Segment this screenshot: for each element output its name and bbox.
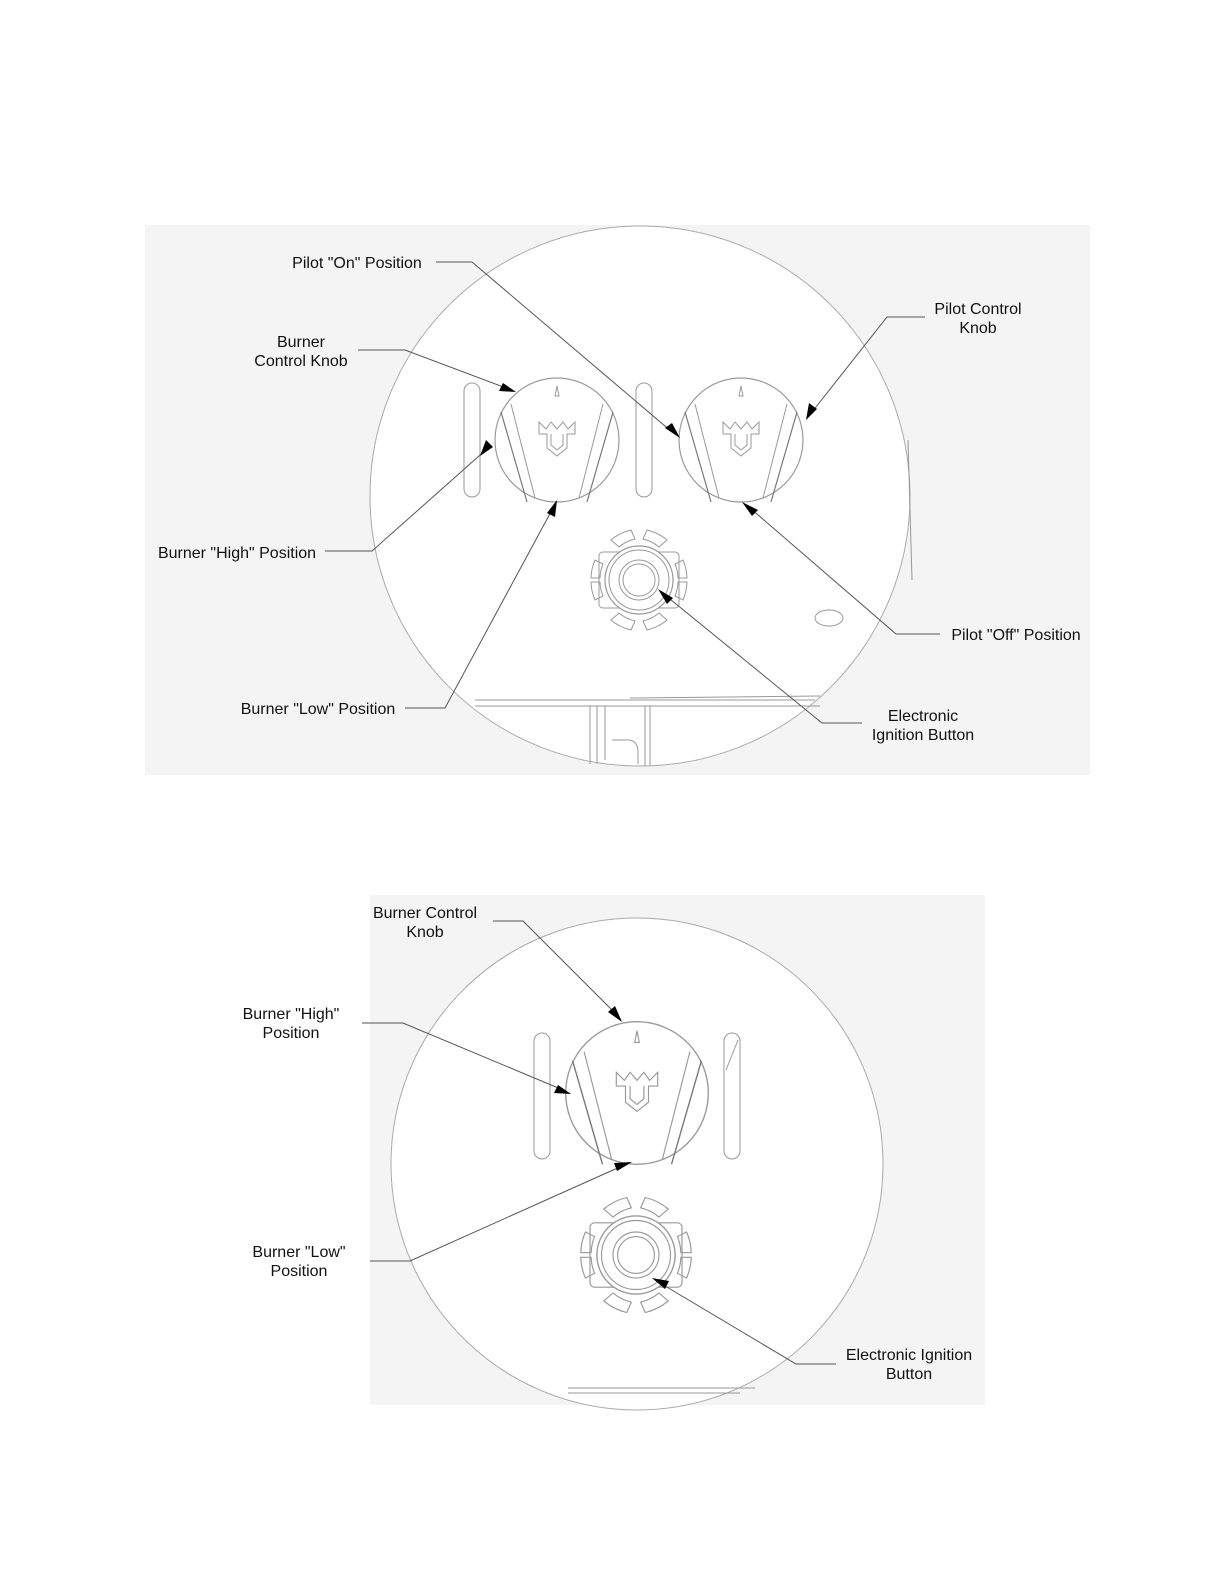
label-line: Burner "Low" xyxy=(252,1244,346,1261)
label-line: Pilot Control xyxy=(934,301,1022,318)
label-line: Knob xyxy=(406,924,444,941)
label-burner-high-position-bottom xyxy=(243,1006,340,1042)
label-burner-low-position xyxy=(241,701,396,718)
label-line: Burner "High" Position xyxy=(157,545,317,562)
label-burner-high-position xyxy=(158,545,316,562)
label-burner-low-position-bottom xyxy=(252,1244,345,1280)
burner-control-knob-bottom xyxy=(566,1022,709,1165)
label-line: Control Knob xyxy=(254,353,348,370)
pilot-control-knob-top xyxy=(679,378,803,502)
label-line: Button xyxy=(885,1366,933,1383)
label-line: Knob xyxy=(959,320,997,337)
label-line: Position xyxy=(262,1025,320,1042)
label-line: Electronic xyxy=(887,708,959,725)
label-line: Burner xyxy=(276,334,326,351)
label-line: Ignition Button xyxy=(871,727,975,744)
label-line: Burner "High" xyxy=(242,1006,340,1023)
label-line: Pilot "Off" Position xyxy=(951,627,1081,644)
label-pilot-off-position xyxy=(951,627,1080,644)
bottom-panel-drawing xyxy=(370,895,985,1410)
label-line: Burner "Low" Position xyxy=(240,701,396,718)
label-line: Position xyxy=(270,1263,328,1280)
label-line: Electronic Ignition xyxy=(845,1347,973,1364)
label-line: Pilot "On" Position xyxy=(292,255,422,272)
burner-control-knob-top xyxy=(495,378,619,502)
label-line: Burner Control xyxy=(372,905,478,922)
label-pilot-on-position xyxy=(292,255,422,272)
